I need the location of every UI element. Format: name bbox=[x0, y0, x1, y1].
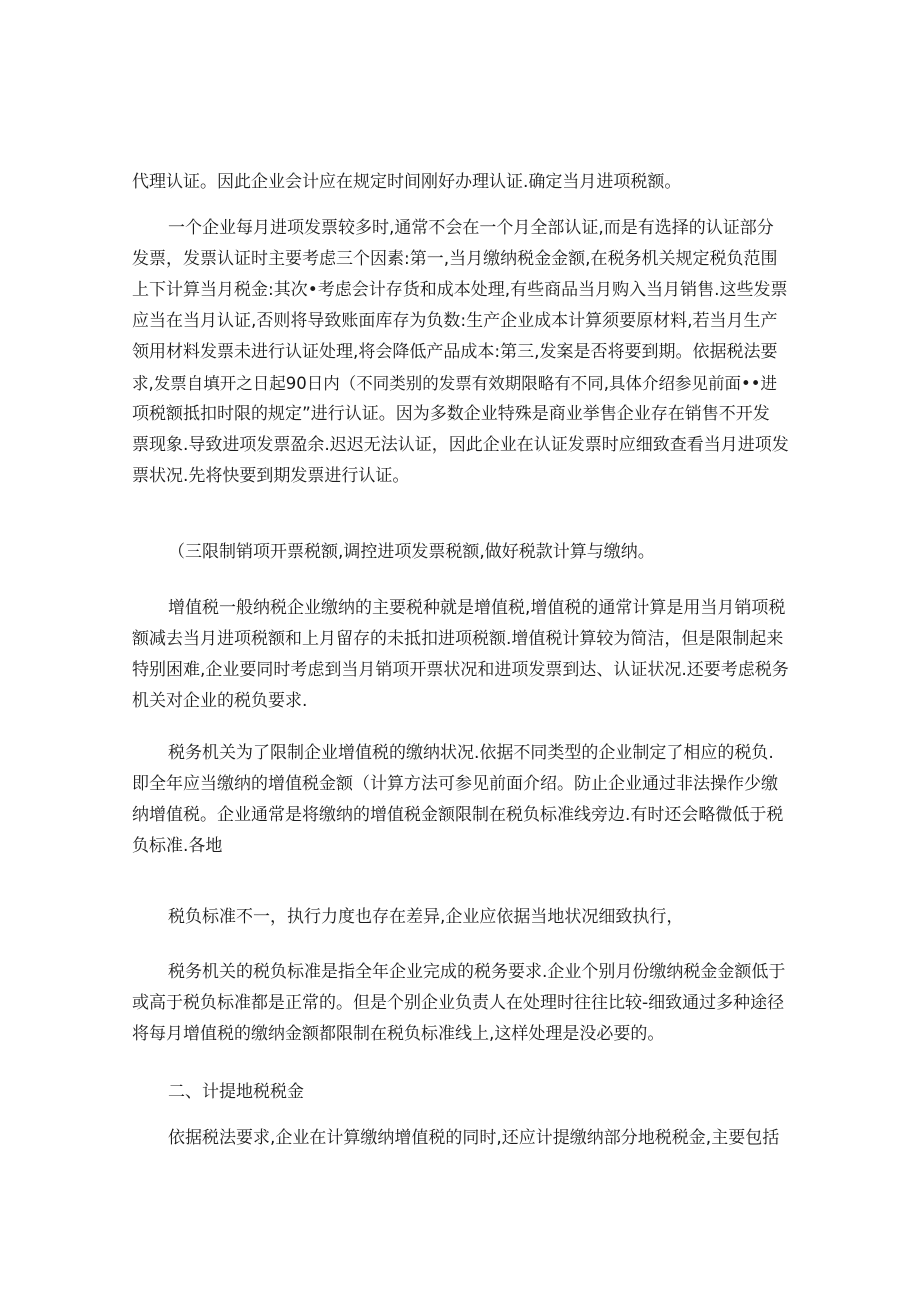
paragraph-6 bbox=[132, 902, 792, 933]
text-line: 发票，发票认证时主要考虑三个因素:第一,当月缴纳税金金额,在税务机关规定税负范围 bbox=[132, 249, 778, 269]
text-line: 纳增值税。企业通常是将缴纳的增值税金额限制在税负标准线旁边.有时还会略微低于税 bbox=[132, 805, 784, 825]
paragraph-3 bbox=[132, 537, 792, 568]
text-line: 代理认证。因此企业会计应在规定时间刚好办理认证.确定当月进项税额。 bbox=[132, 172, 682, 192]
text-line: 上下计算当月税金:其次•考虑会计存货和成本处理,有些商品当月购入当月销售.这些发票 bbox=[132, 280, 788, 300]
paragraph-9 bbox=[132, 1123, 792, 1154]
text-line: 增值税一般纳税企业缴纳的主要税种就是增值税,增值税的通常计算是用当月销项税 bbox=[168, 598, 786, 618]
paragraph-7 bbox=[132, 957, 792, 1050]
text-line: 领用材料发票未进行认证处理,将会降低产品成本:第三,发案是否将要到期。依据税法要 bbox=[132, 342, 778, 362]
text-line: （三限制销项开票税额,调控进项发票税额,做好税款计算与缴纳。 bbox=[168, 542, 655, 562]
text-line: 应当在当月认证,否则将导致账面库存为负数:生产企业成本计算须要原材料,若当月生产 bbox=[132, 311, 778, 331]
text-line: 税务机关为了限制企业增值税的缴纳状况.依据不同类型的企业制定了相应的税负. bbox=[168, 743, 774, 763]
text-line: 依据税法要求,企业在计算缴纳增值税的同时,还应计提缴纳部分地税税金,主要包括 bbox=[168, 1128, 780, 1148]
text-line: 将每月增值税的缴纳金额都限制在税负标准线上,这样处理是没必要的。 bbox=[132, 1024, 665, 1044]
text-line: 票状况.先将快要到期发票进行认证。 bbox=[132, 466, 410, 486]
text-line: 即全年应当缴纳的增值税金额（计算方法可参见前面介绍。防止企业通过非法操作少缴 bbox=[132, 774, 778, 794]
text-line: 额减去当月进项税额和上月留存的未抵扣进项税额.增值税计算较为简洁，但是限制起来 bbox=[132, 629, 784, 649]
text-line: 负标准.各地 bbox=[132, 836, 223, 856]
text-line: 税负标准不一，执行力度也存在差异,企业应依据当地状况细致执行， bbox=[168, 907, 684, 927]
text-line: 一个企业每月进项发票较多时,通常不会在一个月全部认证,而是有选择的认证部分 bbox=[168, 218, 774, 238]
text-line: 或高于税负标准都是正常的。但是个别企业负责人在处理时往往比较-细致通过多种途径 bbox=[132, 993, 785, 1013]
text-line: 特别困难,企业要同时考虑到当月销项开票状况和进项发票到达、认证状况.还要考虑税务 bbox=[132, 660, 789, 680]
paragraph-1 bbox=[132, 167, 792, 198]
paragraph-5 bbox=[132, 738, 792, 862]
text-line: 二、计提地税税金 bbox=[168, 1082, 304, 1102]
text-line: 项税额抵扣时限的规定”进行认证。因为多数企业特殊是商业挙售企业存在销售不开发 bbox=[132, 404, 770, 424]
text-line: 机关对企业的税负要求. bbox=[132, 691, 308, 711]
text-line: 税务机关的税负标准是指全年企业完成的税务要求.企业个别月份缴纳税金金额低于 bbox=[168, 962, 786, 982]
text-line: 求,发票自填开之日起90日内（不同类别的发票有效期限略有不同,具体介绍参见前面••进 bbox=[132, 374, 777, 393]
paragraph-4 bbox=[132, 593, 792, 717]
paragraph-2 bbox=[132, 213, 792, 492]
section-heading bbox=[132, 1077, 792, 1108]
text-line: 票现象.导致进项发票盈余.迟迟无法认证，因此企业在认证发票时应细致查看当月进项发 bbox=[132, 435, 789, 455]
